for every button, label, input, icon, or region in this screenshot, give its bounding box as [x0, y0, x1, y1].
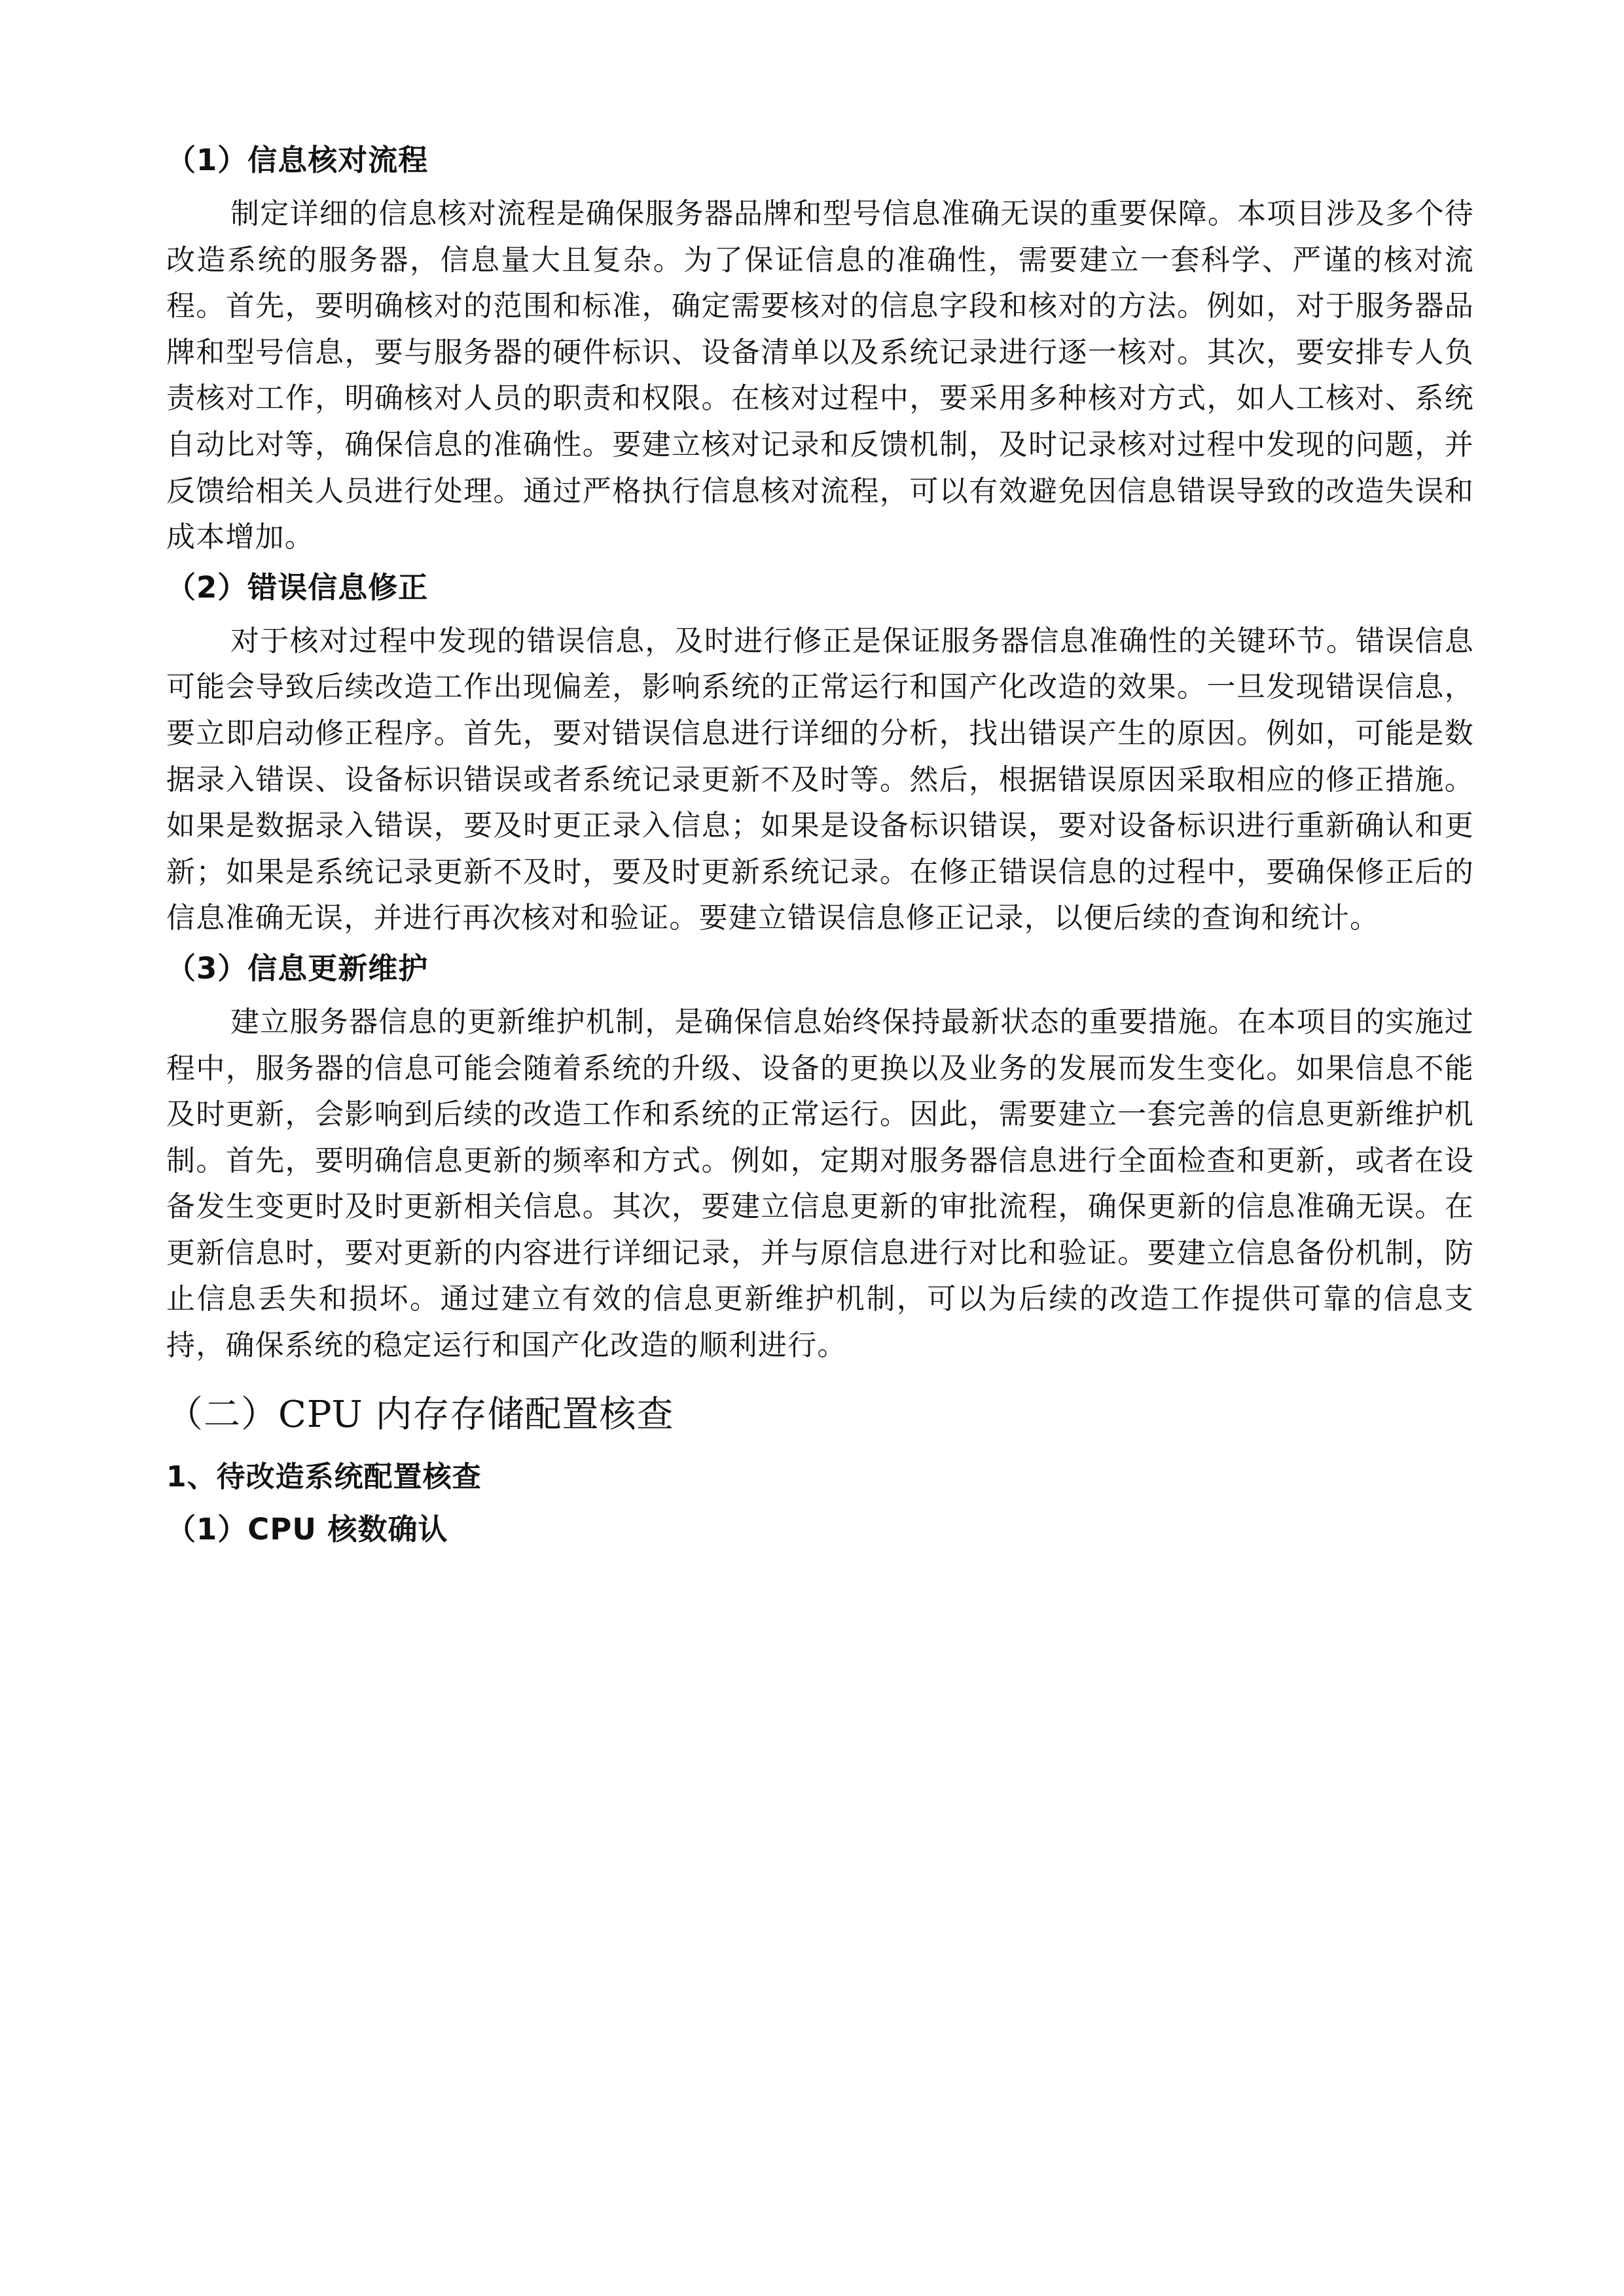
paragraph-info-update-maintenance: 建立服务器信息的更新维护机制，是确保信息始终保持最新状态的重要措施。在本项目的实施过程中，服务器的信息可能会随着系统的升级、设备的更换以及业务的发展而发生变化。如果信息不能及时更新，会影响到后续的改造工作和系统的正常运行。因此，需要建立一套完善的信息更新维护机制。首先，要明确信息更新的频率和方式。例如，定期对服务器信息进行全面检查和更新，或者在设备发生变更时及时更新相关信息。其次，要建立信息更新的审批流程，确保更新的信息准确无误。在更新信息时，要对更新的内容进行详细记录，并与原信息进行对比和验证。要建立信息备份机制，防止信息丢失和损坏。通过建立有效的信息更新维护机制，可以为后续的改造工作提供可靠的信息支持，确保系统的稳定运行和国产化改造的顺利进行。	[166, 1005, 1474, 1363]
item-title-cpu-core-count: （1）CPU 核数确认	[166, 1511, 448, 1547]
heading-info-update-maintenance: （3）信息更新维护	[166, 950, 429, 986]
heading-info-verification-process: （1）信息核对流程	[166, 143, 429, 177]
section-title-cpu-memory-storage: （二）CPU 内存存储配置核查	[166, 1393, 674, 1436]
paragraph-error-info-correction: 对于核对过程中发现的错误信息，及时进行修正是保证服务器信息准确性的关键环节。错误信息可能会导致后续改造工作出现偏差，影响系统的正常运行和国产化改造的效果。一旦发现错误信息，要立即启动修正程序。首先，要对错误信息进行详细的分析，找出错误产生的原因。例如，可能是数据录入错误、设备标识错误或者系统记录更新不及时等。然后，根据错误原因采取相应的修正措施。如果是数据录入错误，要及时更正录入信息；如果是设备标识错误，要对设备标识进行重新确认和更新；如果是系统记录更新不及时，要及时更新系统记录。在修正错误信息的过程中，要确保修正后的信息准确无误，并进行再次核对和验证。要建立错误信息修正记录，以便后续的查询和统计。	[166, 624, 1474, 935]
heading-error-info-correction: （2）错误信息修正	[166, 569, 429, 605]
subsection-title-system-config-check: 1、待改造系统配置核查	[166, 1460, 482, 1494]
paragraph-info-verification-process: 制定详细的信息核对流程是确保服务器品牌和型号信息准确无误的重要保障。本项目涉及多个待改造系统的服务器，信息量大且复杂。为了保证信息的准确性，需要建立一套科学、严谨的核对流程。首先，要明确核对的范围和标准，确定需要核对的信息字段和核对的方法。例如，对于服务器品牌和型号信息，要与服务器的硬件标识、设备清单以及系统记录进行逐一核对。其次，要安排专人负责核对工作，明确核对人员的职责和权限。在核对过程中，要采用多种核对方式，如人工核对、系统自动比对等，确保信息的准确性。要建立核对记录和反馈机制，及时记录核对过程中发现的问题，并反馈给相关人员进行处理。通过严格执行信息核对流程，可以有效避免因信息错误导致的改造失误和成本增加。	[166, 197, 1474, 554]
page-content	[166, 143, 1474, 1551]
